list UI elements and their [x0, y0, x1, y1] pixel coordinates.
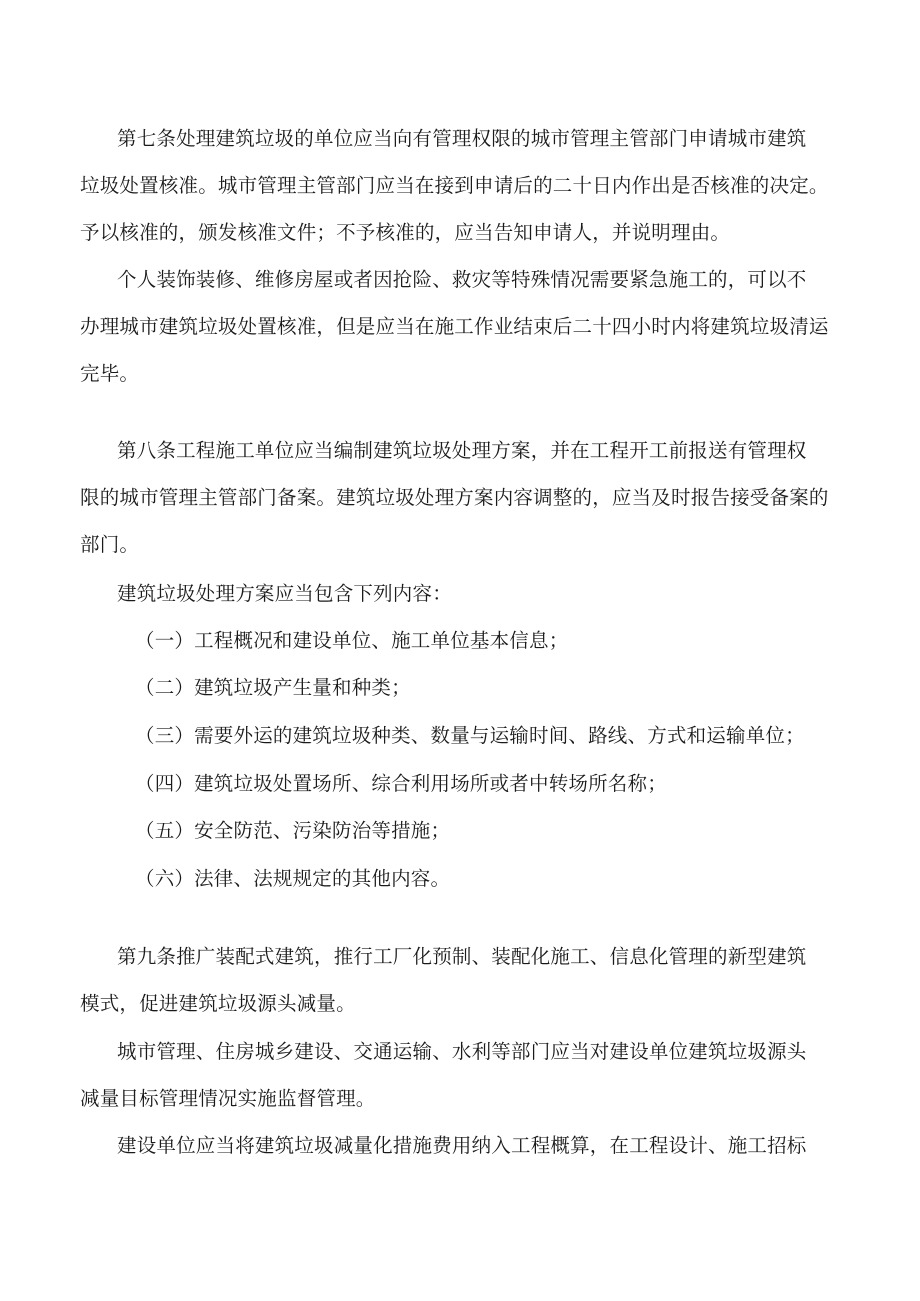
text-line: 第八条工程施工单位应当编制建筑垃圾处理方案，并在工程开工前报送有管理权	[117, 439, 807, 462]
article-7-paragraph-1	[80, 115, 829, 256]
text-line: 第七条处理建筑垃圾的单位应当向有管理权限的城市管理主管部门申请城市建筑	[117, 127, 807, 150]
text-line: 垃圾处置核准。城市管理主管部门应当在接到申请后的二十日内作出是否核准的决定。	[80, 174, 829, 197]
list-item: （三）需要外运的建筑垃圾种类、数量与运输时间、路线、方式和运输单位；	[135, 724, 805, 747]
list-item: （六）法律、法规规定的其他内容。	[135, 867, 451, 890]
article-7-paragraph-2	[80, 256, 829, 397]
text-line: 办理城市建筑垃圾处置核准，但是应当在施工作业结束后二十四小时内将建筑垃圾清运	[80, 315, 829, 338]
article-8-paragraph-2: 建筑垃圾处理方案应当包含下列内容：	[117, 582, 452, 605]
article-8-paragraph-1	[80, 427, 829, 568]
article-9-paragraph-2	[80, 1028, 829, 1122]
list-item: （四）建筑垃圾处置场所、综合利用场所或者中转场所名称；	[135, 772, 667, 795]
article-9-paragraph-1	[80, 933, 829, 1027]
text-line: 限的城市管理主管部门备案。建筑垃圾处理方案内容调整的，应当及时报告接受备案的	[80, 486, 829, 509]
list-item: （二）建筑垃圾产生量和种类；	[135, 676, 411, 699]
list-item: （五）安全防范、污染防治等措施；	[135, 819, 451, 842]
text-line: 模式，促进建筑垃圾源头减量。	[80, 992, 356, 1015]
text-line: 第九条推广装配式建筑，推行工厂化预制、装配化施工、信息化管理的新型建筑	[117, 945, 807, 968]
article-9-paragraph-3	[117, 1122, 829, 1169]
text-line: 完毕。	[80, 362, 140, 385]
text-line: 城市管理、住房城乡建设、交通运输、水利等部门应当对建设单位建筑垃圾源头	[117, 1040, 807, 1063]
text-line: 建设单位应当将建筑垃圾减量化措施费用纳入工程概算，在工程设计、施工招标	[117, 1134, 807, 1157]
text-line: 个人装饰装修、维修房屋或者因抢险、救灾等特殊情况需要紧急施工的，可以不	[117, 268, 807, 291]
text-line: 予以核准的，颁发核准文件；不予核准的，应当告知申请人，并说明理由。	[80, 221, 731, 244]
text-line: 部门。	[80, 533, 140, 556]
list-item: （一）工程概况和建设单位、施工单位基本信息；	[135, 629, 569, 652]
text-line: 减量目标管理情况实施监督管理。	[80, 1087, 376, 1110]
